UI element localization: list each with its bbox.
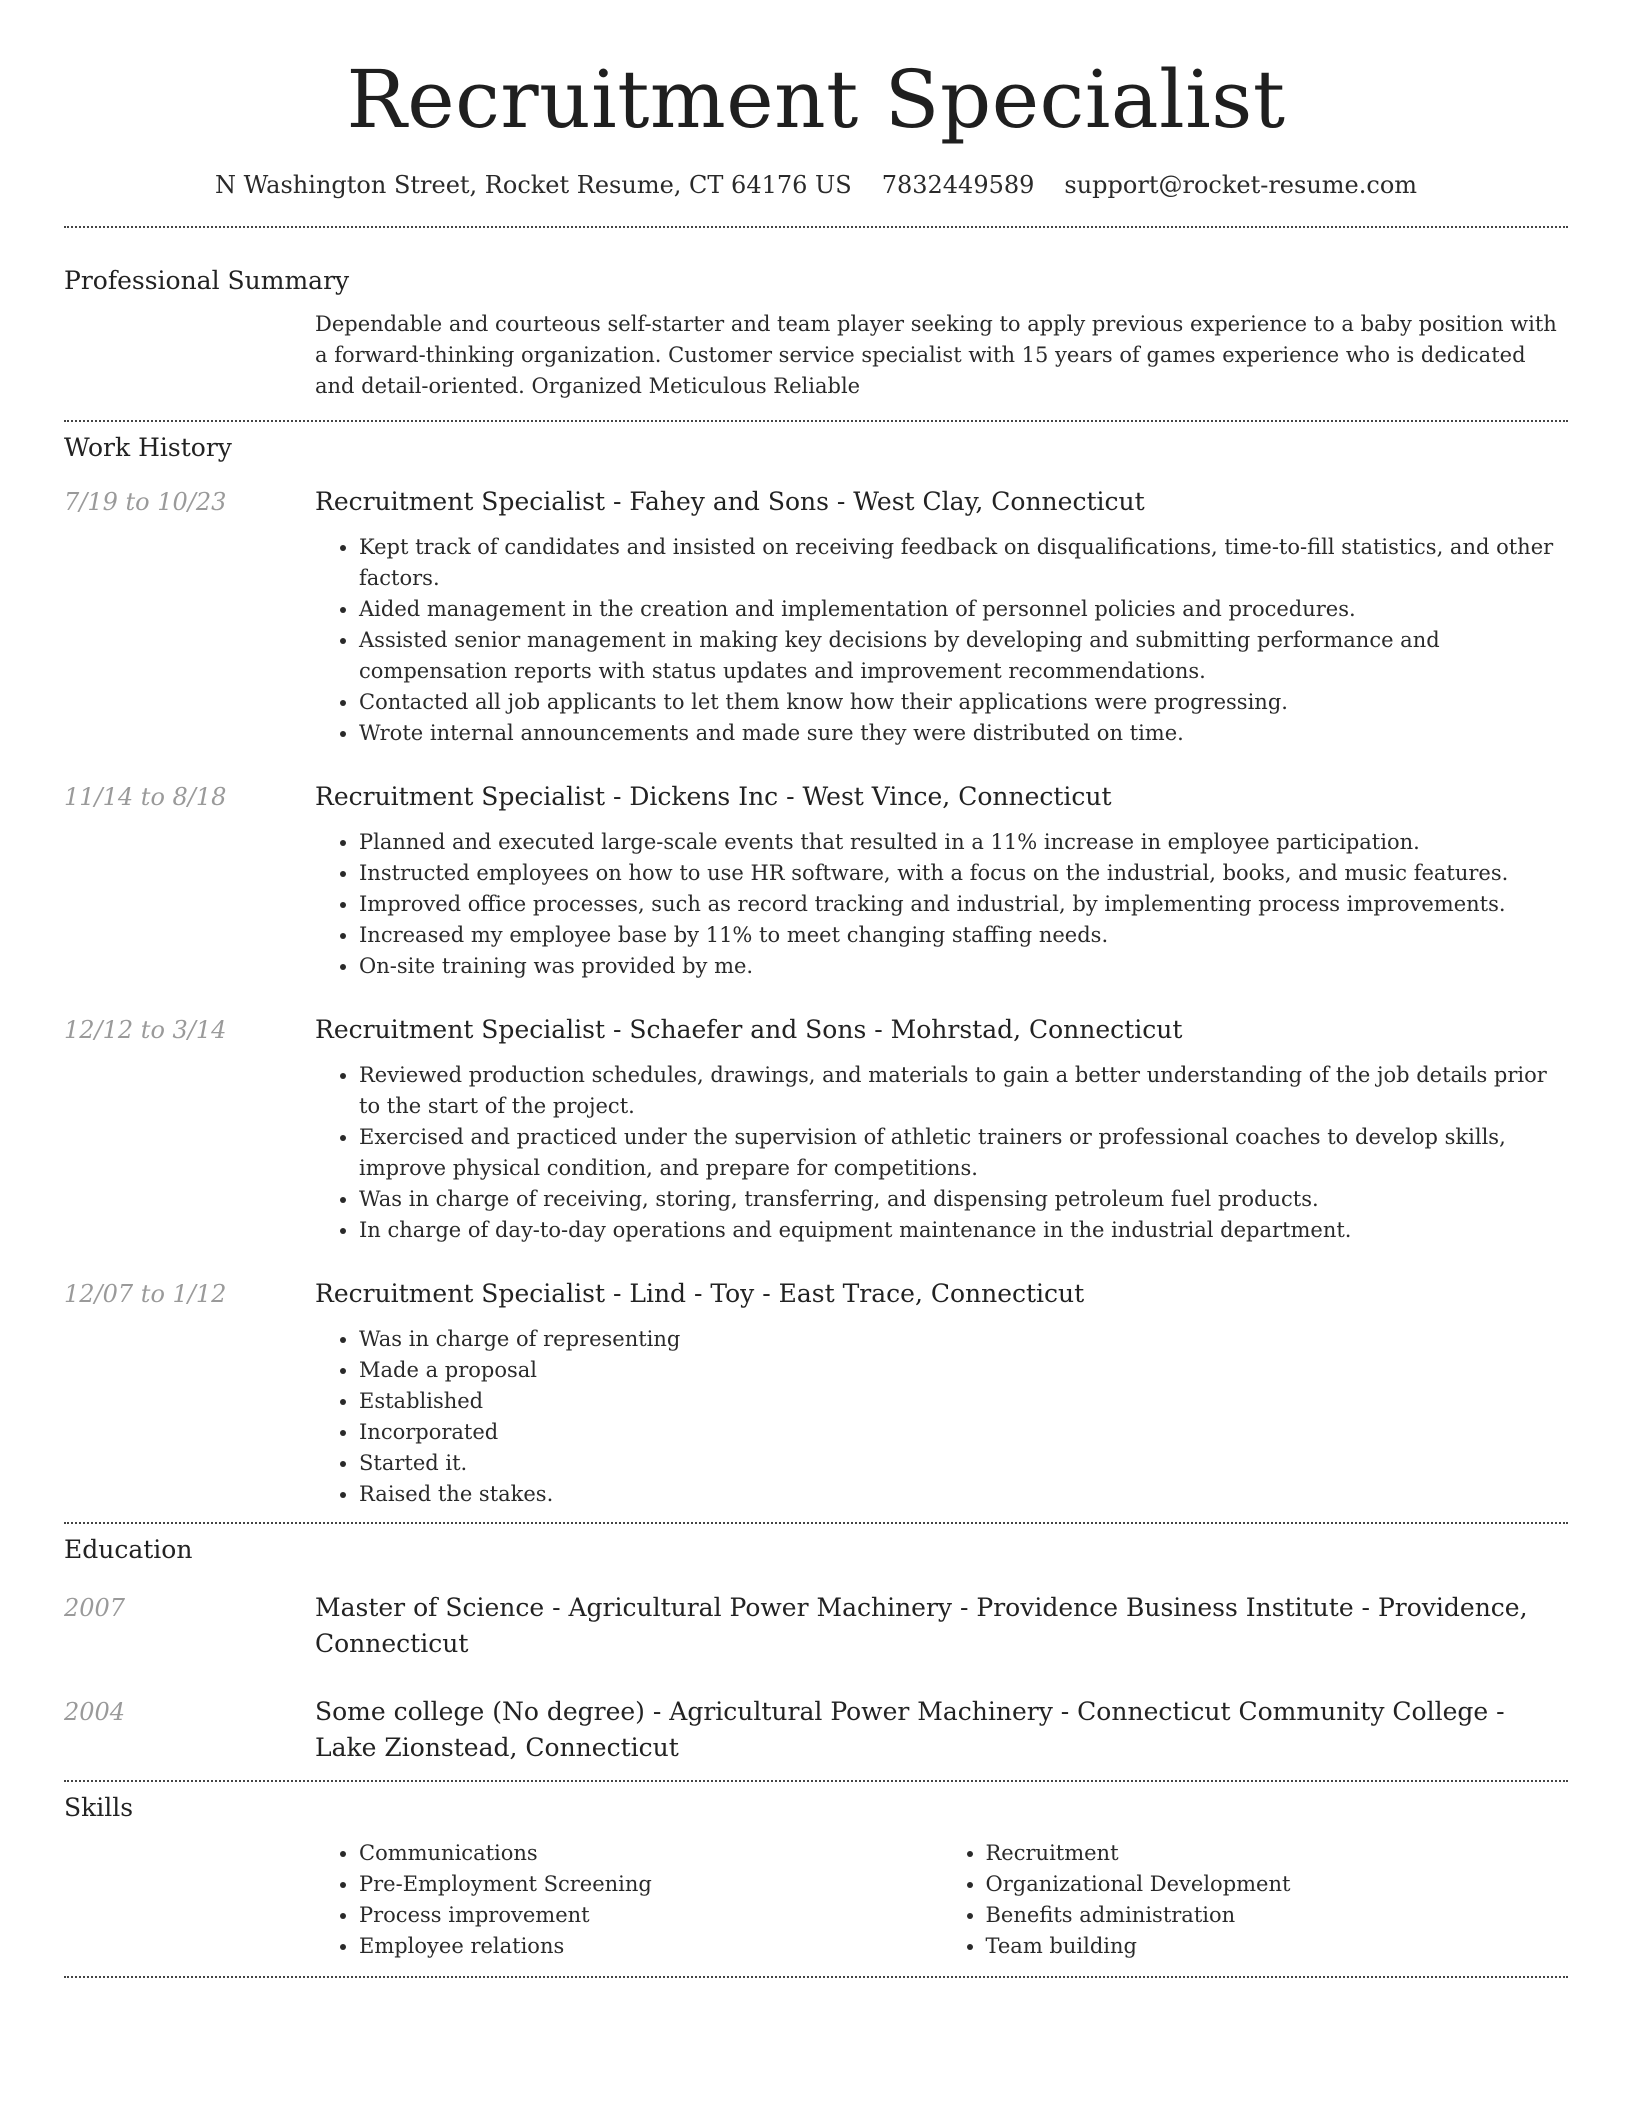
skill-item: • Organizational Development	[986, 1869, 1569, 1900]
contact-phone: 7832449589	[881, 171, 1035, 199]
education-details: Some college (No degree) - Agricultural Power Machinery - Connecticut Community College - Lake Zionstead, Connecticut	[315, 1697, 1505, 1762]
job-bullet: • On-site training was provided by me.	[359, 951, 1568, 982]
job-bullet: • Reviewed production schedules, drawings, and materials to gain a better understanding of the job details prior to the start of the project.	[359, 1060, 1568, 1122]
skills-spacer	[64, 1838, 315, 1962]
summary-heading: Professional Summary	[64, 266, 350, 295]
education-heading: Education	[64, 1535, 193, 1564]
job-entry	[64, 486, 1568, 749]
job-bullet: • Was in charge of representing	[359, 1324, 1568, 1355]
skill-item: • Team building	[986, 1931, 1569, 1962]
job-title: Recruitment Specialist - Lind - Toy - East Trace, Connecticut	[315, 1279, 1085, 1308]
skills-grid	[315, 1838, 1568, 1962]
job-dates: 12/07 to 1/12	[64, 1280, 227, 1308]
job-entry	[64, 781, 1568, 982]
skills-column-2	[942, 1838, 1569, 1962]
job-bullet: • Increased my employee base by 11% to meet changing staffing needs.	[359, 920, 1568, 951]
job-entry	[64, 1278, 1568, 1510]
job-title: Recruitment Specialist - Fahey and Sons - West Clay, Connecticut	[315, 487, 1145, 516]
job-dates: 12/12 to 3/14	[64, 1016, 227, 1044]
skills-section	[64, 1792, 1568, 1962]
summary-divider	[64, 420, 1568, 422]
header-divider	[64, 226, 1568, 228]
job-bullet: • Contacted all job applicants to let them know how their applications were progressing.	[359, 687, 1568, 718]
contact-line	[64, 168, 1568, 202]
job-list	[64, 486, 1568, 1510]
job-bullet: • Established	[359, 1386, 1568, 1417]
job-dates: 7/19 to 10/23	[64, 488, 227, 516]
education-divider	[64, 1780, 1568, 1782]
job-bullet: • Was in charge of receiving, storing, transferring, and dispensing petroleum fuel products.	[359, 1184, 1568, 1215]
education-entry	[64, 1590, 1568, 1662]
job-bullets	[315, 1324, 1568, 1510]
job-dates: 11/14 to 8/18	[64, 783, 227, 811]
education-details: Master of Science - Agricultural Power Machinery - Providence Business Institute - Providence, Connecticut	[315, 1593, 1528, 1658]
education-entry	[64, 1694, 1568, 1766]
summary-text: Dependable and courteous self-starter and team player seeking to apply previous experience to a baby position with a forward-thinking organization. Customer service specialist with 15 years of games experience who is dedicated and detail-oriented. Organized Meticulous Reliable	[315, 312, 1557, 398]
resume-page	[64, 0, 1568, 1978]
job-bullet: • Exercised and practiced under the supervision of athletic trainers or professional coaches to develop skills, improve physical condition, and prepare for competitions.	[359, 1122, 1568, 1184]
job-bullet: • Assisted senior management in making key decisions by developing and submitting performance and compensation reports with status updates and improvement recommendations.	[359, 625, 1568, 687]
candidate-name: Recruitment Specialist	[346, 53, 1286, 146]
job-bullets	[315, 1060, 1568, 1246]
job-bullet: • Planned and executed large-scale events that resulted in a 11% increase in employee participation.	[359, 827, 1568, 858]
job-bullet: • Made a proposal	[359, 1355, 1568, 1386]
contact-email: support@rocket-resume.com	[1064, 171, 1418, 199]
skill-item: • Pre-Employment Screening	[359, 1869, 942, 1900]
job-bullet: • Aided management in the creation and implementation of personnel policies and procedures.	[359, 594, 1568, 625]
skill-item: • Recruitment	[986, 1838, 1569, 1869]
job-bullet: • In charge of day-to-day operations and equipment maintenance in the industrial department.	[359, 1215, 1568, 1246]
summary-section	[64, 265, 1568, 402]
job-entry	[64, 1014, 1568, 1246]
skill-item: • Communications	[359, 1838, 942, 1869]
job-bullet: • Wrote internal announcements and made sure they were distributed on time.	[359, 718, 1568, 749]
summary-spacer	[64, 309, 315, 402]
education-section	[64, 1534, 1568, 1766]
skill-item: • Employee relations	[359, 1931, 942, 1962]
work-history-heading: Work History	[64, 433, 232, 462]
job-bullet: • Improved office processes, such as record tracking and industrial, by implementing process improvements.	[359, 889, 1568, 920]
job-bullets	[315, 532, 1568, 749]
job-bullet: • Incorporated	[359, 1417, 1568, 1448]
education-year: 2007	[64, 1594, 126, 1622]
job-bullet: • Raised the stakes.	[359, 1479, 1568, 1510]
job-bullet: • Started it.	[359, 1448, 1568, 1479]
skill-item: • Benefits administration	[986, 1900, 1569, 1931]
education-year: 2004	[64, 1698, 126, 1726]
skill-item: • Process improvement	[359, 1900, 942, 1931]
job-bullet: • Instructed employees on how to use HR software, with a focus on the industrial, books, and music features.	[359, 858, 1568, 889]
footer-divider	[64, 1976, 1568, 1978]
work-history-section	[64, 432, 1568, 1510]
work-divider	[64, 1522, 1568, 1524]
skills-column-1	[315, 1838, 942, 1962]
skills-heading: Skills	[64, 1793, 134, 1822]
contact-address: N Washington Street, Rocket Resume, CT 64176 US	[214, 171, 852, 199]
job-bullet: • Kept track of candidates and insisted on receiving feedback on disqualifications, time-to-fill statistics, and other factors.	[359, 532, 1568, 594]
job-title: Recruitment Specialist - Schaefer and Sons - Mohrstad, Connecticut	[315, 1015, 1183, 1044]
job-title: Recruitment Specialist - Dickens Inc - West Vince, Connecticut	[315, 782, 1112, 811]
job-bullets	[315, 827, 1568, 982]
